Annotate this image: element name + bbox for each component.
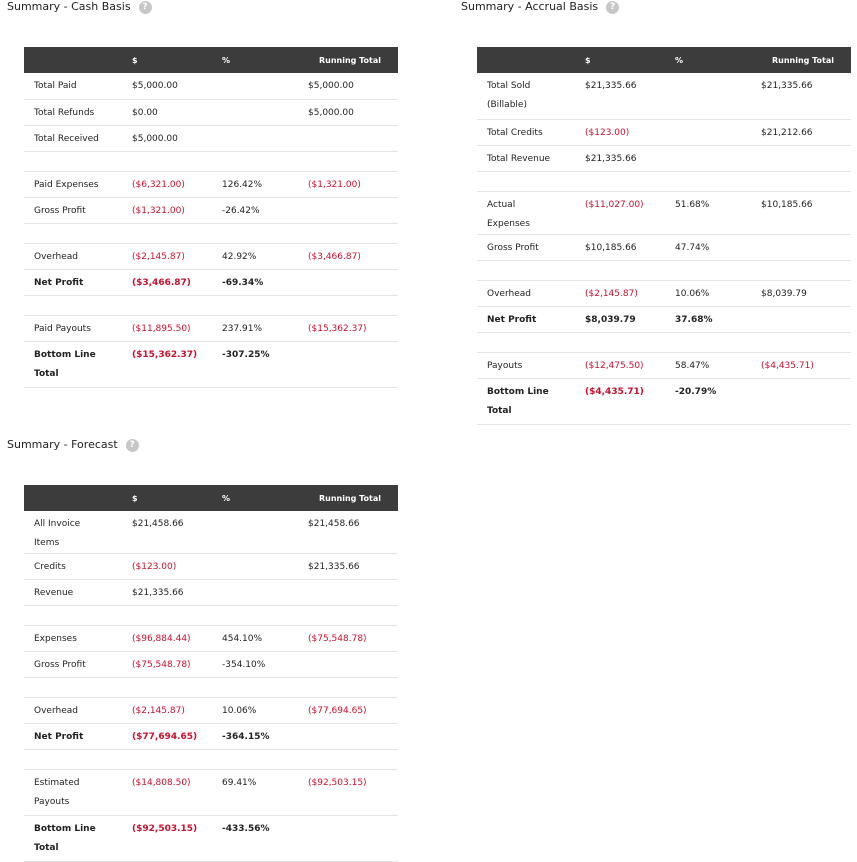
spacer-row [477,332,851,352]
cell-label: Gross Profit [24,652,132,678]
cell-amount: $10,185.66 [585,234,675,260]
cell-pct: 10.06% [222,698,302,724]
table-row [24,243,398,269]
table-row [24,816,398,862]
cell-amount: $5,000.00 [132,73,222,99]
column-header: % [222,55,231,65]
cell-amount: ($11,027.00) [585,191,675,234]
spacer-row [24,223,398,243]
column-header: Running Total [771,55,835,65]
cell-label: Total Credits [477,119,585,145]
cash-basis-title [7,0,152,14]
cell-label: Bottom Line Total [24,816,132,862]
cell-pct [222,125,302,151]
cell-running [302,269,398,295]
cell-amount: ($11,895.50) [132,315,222,341]
cell-label: Paid Payouts [24,315,132,341]
table-header-row [24,485,398,511]
table-row [477,234,851,260]
cell-label: Overhead [24,243,132,269]
cell-amount: ($15,362.37) [132,341,222,387]
cell-pct: 47.74% [675,234,755,260]
column-header [24,47,132,73]
table-header-row [24,47,398,73]
cell-pct: 58.47% [675,352,755,378]
cell-label: Bottom Line Total [477,378,585,424]
spacer-row [24,295,398,315]
cell-running: ($1,321.00) [302,171,398,197]
cell-label: Overhead [477,280,585,306]
table-row [24,626,398,652]
cell-running: $21,458.66 [302,511,398,554]
table-header-row [477,47,851,73]
spacer-row [477,171,851,191]
table-row [24,99,398,125]
cell-amount: ($123.00) [585,119,675,145]
cell-pct: -433.56% [222,816,302,862]
accrual-basis-title-text: Summary - Accrual Basis [461,0,599,13]
forecast-table [24,485,398,862]
table-row [477,306,851,332]
table-row [477,73,851,119]
table-row [24,73,398,99]
cell-amount: ($6,321.00) [132,171,222,197]
cell-pct: -20.79% [675,378,755,424]
cell-pct: 69.41% [222,770,302,816]
cell-running: ($3,466.87) [302,243,398,269]
cell-label: Total Sold (Billable) [477,73,585,119]
cell-amount: ($12,475.50) [585,352,675,378]
cell-running [755,145,851,171]
cell-pct: -354.10% [222,652,302,678]
cell-label: Bottom Line Total [24,341,132,387]
cell-label: Gross Profit [477,234,585,260]
column-header: Running Total [318,493,382,503]
table-row [24,269,398,295]
cell-label: Payouts [477,352,585,378]
table-row [477,145,851,171]
cell-pct [222,99,302,125]
table-row [477,378,851,424]
cell-label: Total Revenue [477,145,585,171]
cell-pct [222,73,302,99]
cell-pct [675,73,755,119]
table-row [24,197,398,223]
forecast-section [7,438,139,452]
cell-running: $10,185.66 [755,191,851,234]
cell-running: ($4,435.71) [755,352,851,378]
cell-pct [675,145,755,171]
table-row [24,511,398,554]
cell-label: Gross Profit [24,197,132,223]
accrual-basis-table [477,47,851,425]
question-circle-icon[interactable]: ? [606,1,619,14]
cell-pct: 37.68% [675,306,755,332]
forecast-title-text: Summary - Forecast [7,438,118,451]
cell-running: ($15,362.37) [302,315,398,341]
cell-pct: 10.06% [675,280,755,306]
cash-basis-section [7,0,152,14]
cell-running: $5,000.00 [302,99,398,125]
cash-basis-table [24,47,398,388]
column-header: Running Total [318,55,382,65]
cell-running: $21,335.66 [302,554,398,580]
cell-label: Paid Expenses [24,171,132,197]
cell-amount: ($2,145.87) [132,698,222,724]
cell-pct: -364.15% [222,724,302,750]
cell-amount: $21,335.66 [585,73,675,119]
cell-amount: ($92,503.15) [132,816,222,862]
spacer-row [24,151,398,171]
cell-amount: ($3,466.87) [132,269,222,295]
cell-pct [222,554,302,580]
cell-running [302,125,398,151]
cell-label: Revenue [24,580,132,606]
cell-running: ($92,503.15) [302,770,398,816]
cell-label: Expenses [24,626,132,652]
cell-amount: ($4,435.71) [585,378,675,424]
spacer-row [24,606,398,626]
table-row [24,724,398,750]
cell-label: Total Refunds [24,99,132,125]
cell-running [302,652,398,678]
cell-pct [675,119,755,145]
cell-running: $5,000.00 [302,73,398,99]
table-row [24,171,398,197]
table-row [24,580,398,606]
column-header: % [222,493,231,503]
column-header: $ [132,493,138,503]
cell-pct: 51.68% [675,191,755,234]
cell-running: $21,335.66 [755,73,851,119]
cell-amount: ($123.00) [132,554,222,580]
cell-pct: -307.25% [222,341,302,387]
cell-amount: ($77,694.65) [132,724,222,750]
cell-running [755,234,851,260]
cell-amount: $5,000.00 [132,125,222,151]
column-header: $ [132,55,138,65]
question-circle-icon[interactable]: ? [126,439,139,452]
cell-pct: 454.10% [222,626,302,652]
cell-running [302,724,398,750]
accrual-basis-title [461,0,619,14]
column-header [477,47,585,73]
cell-pct: 237.91% [222,315,302,341]
cell-amount: ($75,548.78) [132,652,222,678]
table-row [477,119,851,145]
cell-amount: ($96,884.44) [132,626,222,652]
table-row [24,652,398,678]
spacer-row [24,750,398,770]
cell-pct: -26.42% [222,197,302,223]
cell-running: ($77,694.65) [302,698,398,724]
cell-pct: 126.42% [222,171,302,197]
spacer-row [24,678,398,698]
column-header: $ [585,55,591,65]
cell-label: Credits [24,554,132,580]
forecast-title [7,438,139,452]
table-row [24,315,398,341]
cell-amount: $8,039.79 [585,306,675,332]
cell-label: Estimated Payouts [24,770,132,816]
spacer-row [477,260,851,280]
cell-label: Net Profit [477,306,585,332]
table-row [24,554,398,580]
cash-basis-title-text: Summary - Cash Basis [7,0,131,13]
cell-amount: ($2,145.87) [585,280,675,306]
cell-amount: $21,335.66 [132,580,222,606]
cell-label: Overhead [24,698,132,724]
table-row [24,125,398,151]
cell-running [755,306,851,332]
table-row [477,280,851,306]
table-row [24,770,398,816]
cell-label: Net Profit [24,724,132,750]
cell-running: $8,039.79 [755,280,851,306]
question-circle-icon[interactable]: ? [139,1,152,14]
cell-label: Total Paid [24,73,132,99]
cell-running: $21,212.66 [755,119,851,145]
cell-running [302,580,398,606]
cell-amount: ($2,145.87) [132,243,222,269]
cell-label: Actual Expenses [477,191,585,234]
cell-pct [222,511,302,554]
accrual-basis-section [461,0,619,14]
cell-pct: -69.34% [222,269,302,295]
cell-running [302,816,398,862]
cell-amount: $0.00 [132,99,222,125]
cell-label: Total Received [24,125,132,151]
cell-amount: $21,458.66 [132,511,222,554]
column-header: % [675,55,684,65]
cell-running [302,197,398,223]
cell-label: All Invoice Items [24,511,132,554]
cell-amount: $21,335.66 [585,145,675,171]
cell-running: ($75,548.78) [302,626,398,652]
cell-amount: ($14,808.50) [132,770,222,816]
table-row [477,352,851,378]
cell-running [302,341,398,387]
cell-amount: ($1,321.00) [132,197,222,223]
column-header [24,485,132,511]
cell-pct: 42.92% [222,243,302,269]
table-row [477,191,851,234]
cell-pct [222,580,302,606]
cell-label: Net Profit [24,269,132,295]
cell-running [755,378,851,424]
table-row [24,698,398,724]
table-row [24,341,398,387]
